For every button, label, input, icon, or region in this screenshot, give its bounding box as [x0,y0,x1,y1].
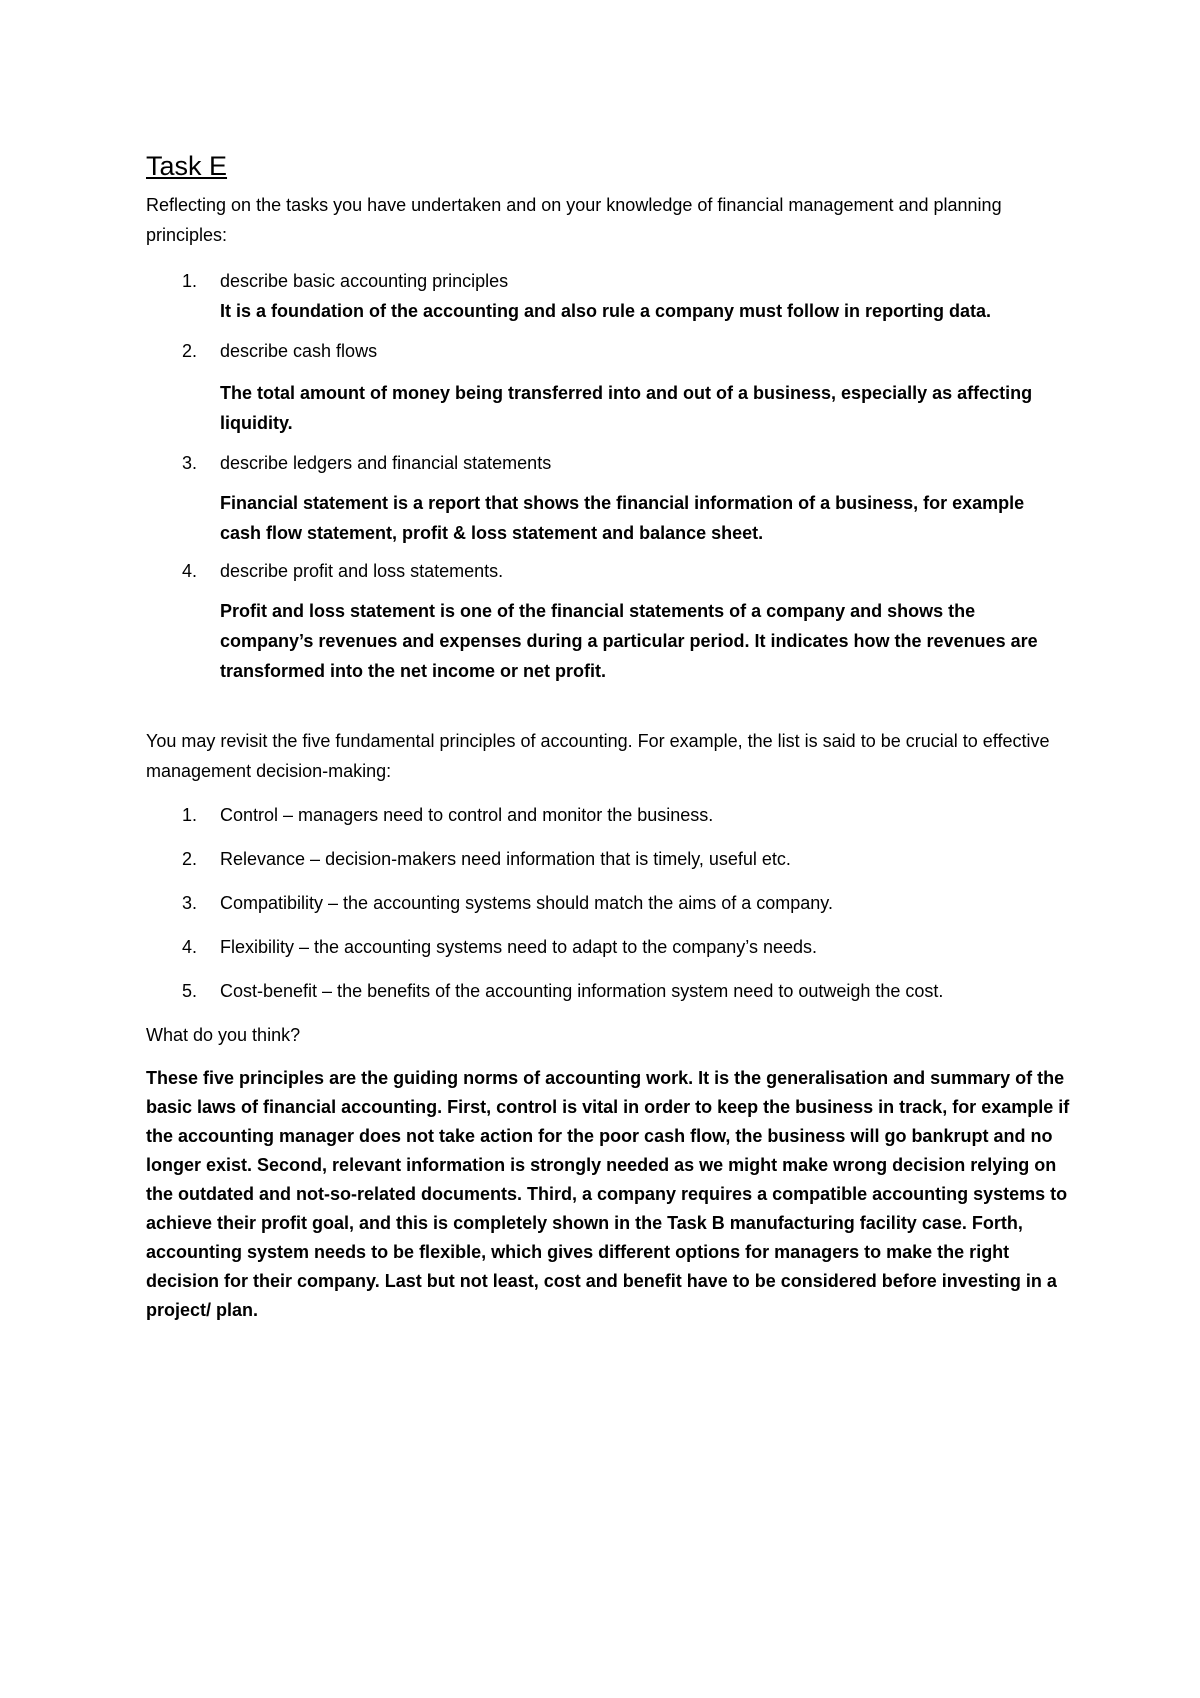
principles-intro: You may revisit the five fundamental principles of accounting. For example, the list is said to be crucial to effective management decision-making: [146,731,1050,781]
answer-3: Financial statement is a report that shows the financial information of a business, for example cash flow statement, profit & loss statement and balance sheet. [220,493,1025,543]
principle-number: 3. [182,893,198,913]
question-prompt: describe profit and loss statements. [220,561,504,581]
principle-item-1 [146,800,1086,830]
principle-item-2 [146,844,1086,874]
question-number: 2. [182,341,198,361]
question-prompt-paragraph: What do you think? [146,1025,301,1045]
document-title: Task E [146,151,228,181]
question-item-1 [146,266,1086,296]
principle-text: Control – managers need to control and monitor the business. [220,805,714,825]
principle-text: Compatibility – the accounting systems should match the aims of a company. [220,893,833,913]
question-prompt: describe ledgers and financial statements [220,453,552,473]
question-number: 1. [182,271,198,291]
principle-number: 5. [182,981,198,1001]
question-item-3 [146,448,1086,478]
conclusion-paragraph: These five principles are the guiding norms of accounting work. It is the generalisation and summary of the basic laws of financial accounting. First, control is vital in order to keep the business in track, for example if the accounting manager does not take action for the poor cash flow, the business will go bankrupt and no longer exist. Second, relevant information is strongly needed as we might make wrong decision relying on the outdated and not-so-related documents. Third, a company requires a compatible accounting systems to achieve their profit goal, and this is completely shown in the Task B manufacturing facility case. Forth, accounting system needs to be flexible, which gives different options for managers to make the right decision for their company. Last but not least, cost and benefit have to be considered before investing in a project/ plan. [146,1068,1070,1320]
principle-item-4 [146,932,1086,962]
principle-number: 1. [182,805,198,825]
question-prompt: describe basic accounting principles [220,271,509,291]
answer-2: The total amount of money being transferred into and out of a business, especially as affecting liquidity. [220,383,1033,433]
principle-text: Flexibility – the accounting systems need to adapt to the company’s needs. [220,937,818,957]
principle-text: Cost-benefit – the benefits of the accounting information system need to outweigh the cost. [220,981,944,1001]
principle-number: 4. [182,937,198,957]
principle-number: 2. [182,849,198,869]
answer-4: Profit and loss statement is one of the financial statements of a company and shows the company’s revenues and expenses during a particular period. It indicates how the revenues are transformed into the net income or net profit. [220,601,1038,681]
principle-item-3 [146,888,1086,918]
question-item-4 [146,556,1086,586]
intro-paragraph: Reflecting on the tasks you have undertaken and on your knowledge of financial management and planning principles: [146,195,1002,245]
principle-item-5 [146,976,1086,1006]
question-number: 4. [182,561,198,581]
question-number: 3. [182,453,198,473]
principle-text: Relevance – decision-makers need information that is timely, useful etc. [220,849,791,869]
question-item-2 [146,336,1086,366]
answer-1: It is a foundation of the accounting and also rule a company must follow in reporting data. [220,301,992,321]
question-prompt: describe cash flows [220,341,378,361]
